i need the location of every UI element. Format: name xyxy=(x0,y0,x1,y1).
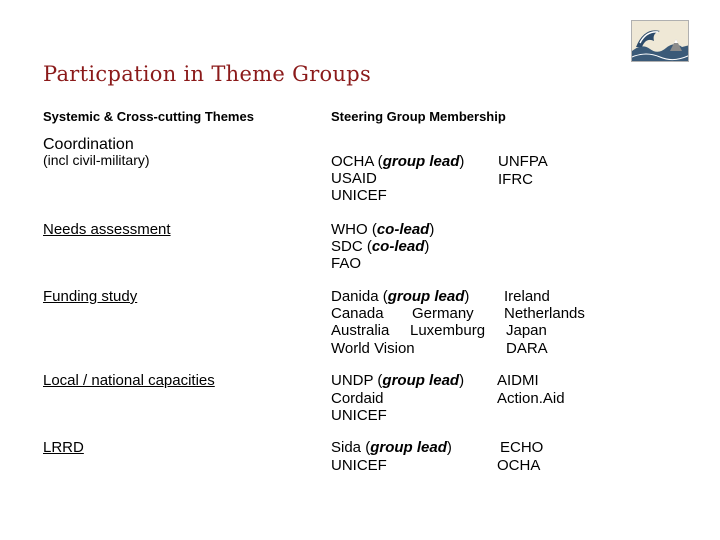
member-cordaid: Cordaid xyxy=(331,390,384,407)
member-fao: FAO xyxy=(331,255,362,272)
member-unfpa: UNFPA xyxy=(498,153,548,170)
member-line: WHO (co-lead) xyxy=(331,221,435,238)
member-unicef: UNICEF xyxy=(331,187,387,204)
member-unicef: UNICEF xyxy=(331,457,387,474)
member-unicef: UNICEF xyxy=(331,407,387,424)
member-dara: DARA xyxy=(506,340,548,357)
member-line: OCHA (group lead) xyxy=(331,153,465,170)
member-usaid: USAID xyxy=(331,170,377,187)
member-actionaid: Action.Aid xyxy=(497,390,565,407)
member-australia: Australia xyxy=(331,322,390,339)
member-luxemburg: Luxemburg xyxy=(410,322,486,339)
header-membership: Steering Group Membership xyxy=(331,109,506,124)
member-germany: Germany xyxy=(412,305,474,322)
member-aidmi: AIDMI xyxy=(497,372,539,389)
member-line: Sida (group lead) xyxy=(331,439,452,456)
member-line: Danida (group lead) xyxy=(331,288,470,305)
theme-coordination: Coordination xyxy=(43,136,134,153)
header-themes: Systemic & Cross-cutting Themes xyxy=(43,109,254,124)
theme-local-capacities: Local / national capacities xyxy=(43,372,215,389)
member-netherlands: Netherlands xyxy=(504,305,585,322)
member-line: UNDP (group lead) xyxy=(331,372,465,389)
theme-coordination-note: (incl civil-military) xyxy=(43,152,150,168)
member-line: SDC (co-lead) xyxy=(331,238,430,255)
member-world-vision: World Vision xyxy=(331,340,415,357)
member-japan: Japan xyxy=(506,322,547,339)
member-echo: ECHO xyxy=(500,439,544,456)
page-title: Particpation in Theme Groups xyxy=(43,62,372,86)
great-wave-print-icon xyxy=(631,20,689,62)
theme-funding-study: Funding study xyxy=(43,288,138,305)
member-ireland: Ireland xyxy=(504,288,550,305)
member-canada: Canada xyxy=(331,305,384,322)
member-ifrc: IFRC xyxy=(498,171,533,188)
theme-needs-assessment: Needs assessment xyxy=(43,221,171,238)
member-ocha: OCHA xyxy=(497,457,541,474)
theme-lrrd: LRRD xyxy=(43,439,84,456)
